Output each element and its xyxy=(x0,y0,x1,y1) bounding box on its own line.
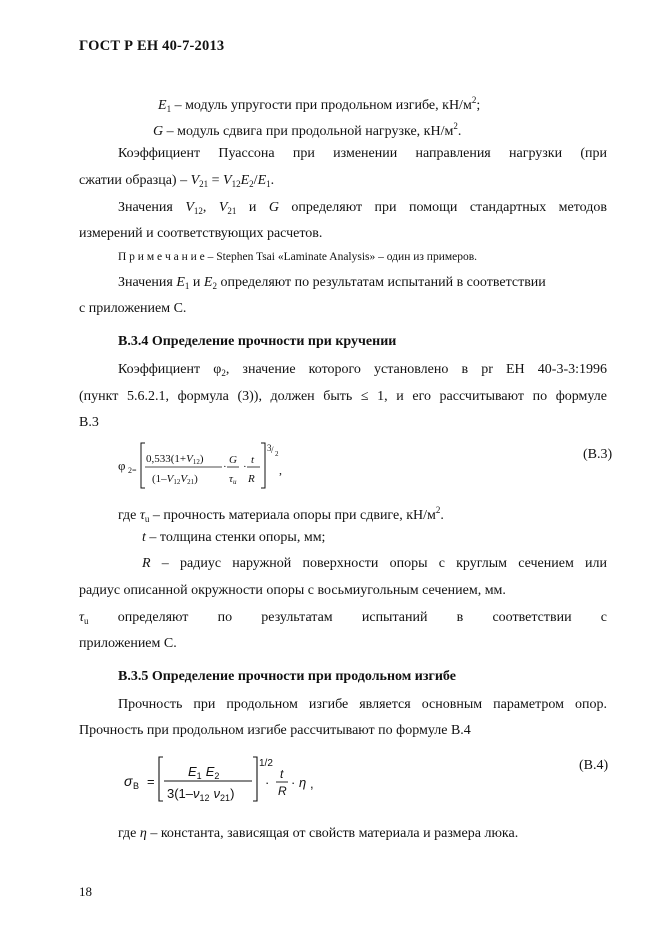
svg-text:G: G xyxy=(229,454,237,466)
svg-text:(1–V12V21): (1–V12V21) xyxy=(152,473,198,486)
svg-text:2=: 2= xyxy=(128,466,137,475)
svg-text:σ: σ xyxy=(124,773,133,789)
definition-e1: $E_1$ – модуль упругости при продольном изгибе, $кН/м^2$; xyxy=(158,95,481,114)
svg-text:τu: τu xyxy=(229,473,237,486)
svg-text:·: · xyxy=(243,461,247,473)
tau-determined-line-2: приложением С. xyxy=(79,636,177,651)
para-b34-line-3: В.3 xyxy=(79,415,99,430)
document-header: ГОСТ Р ЕН 40-7-2013 xyxy=(79,38,225,54)
svg-text:E1E2: $E_1$ $E_2$ xyxy=(188,764,220,781)
values-vg-line-2: измерений и соответствующих расчетов. xyxy=(79,226,323,241)
para-b35-line-2: Прочность при продольном изгибе рассчитывают по формуле В.4 xyxy=(79,723,471,738)
poisson-line-1: Коэффициент Пуассона при изменении направления нагрузки (при xyxy=(118,146,607,161)
para-b34-line-1: Коэффициент $\varphi_2$, значение которого установлено в pr ЕН 40-3-3:1996 xyxy=(118,362,607,378)
poisson-line-2: сжатии образца) – $V_{21} = V_{12}E_2/E_1$. xyxy=(79,173,275,189)
svg-text:B: B xyxy=(133,781,140,791)
svg-text:η: η xyxy=(299,775,307,790)
where-eta: где η – константа, зависящая от свойств материала и размера люка. xyxy=(118,826,519,841)
svg-text:,: , xyxy=(279,463,282,477)
tau-determined-line-1: $\tau_u$ определяют по результатам испытаний в соответствии с xyxy=(79,610,607,626)
para-b34-line-2: (пункт 5.6.2.1, формула (3)), должен быть ≤ 1, и его рассчитывают по формуле xyxy=(79,389,607,404)
values-e-line-2: с приложением С. xyxy=(79,301,187,316)
svg-text:R: R xyxy=(248,473,255,485)
svg-text:t: t xyxy=(280,767,284,781)
svg-text:t: t xyxy=(251,454,255,466)
svg-text:=: = xyxy=(147,774,155,789)
svg-text:3: 3 xyxy=(267,443,272,453)
formula-b3 xyxy=(114,440,314,492)
svg-text:1/2: 1/2 xyxy=(259,758,273,769)
definition-g: G – модуль сдвига при продольной нагрузке, $кН/м^2$. xyxy=(153,121,462,139)
definition-r-line-1: R – радиус наружной поверхности опоры с круглым сечением или xyxy=(142,556,607,571)
where-tau: где $\tau_u$ – прочность материала опоры при сдвиге, $кН/м^2$. xyxy=(118,505,444,524)
svg-text:2: 2 xyxy=(275,450,279,458)
definition-t: t – толщина стенки опоры, мм; xyxy=(142,530,326,545)
para-b35-line-1: Прочность при продольном изгибе является основным параметром опор. xyxy=(118,697,607,712)
svg-text:3(1–ν12ν21): $3(1-\nu_{12}$ $\nu_{21}$) xyxy=(167,786,235,803)
svg-text:φ: φ xyxy=(118,458,126,473)
svg-text:·: · xyxy=(265,775,270,790)
formula-b3-number: (В.3) xyxy=(583,447,613,462)
svg-text:·: · xyxy=(223,461,227,473)
note: П р и м е ч а н и е – Stephen Tsai «Laminate Analysis» – один из примеров. xyxy=(118,251,478,263)
values-e-line-1: Значения $E_1$ и $E_2$ определяют по результатам испытаний в соответствии xyxy=(118,275,546,291)
formula-b4-number: (В.4) xyxy=(579,758,609,773)
page-number: 18 xyxy=(79,884,92,899)
svg-text:,: , xyxy=(310,776,314,791)
formula-b4 xyxy=(120,755,340,805)
section-heading-b34: В.3.4 Определение прочности при кручении xyxy=(118,334,397,349)
section-heading-b35: В.3.5 Определение прочности при продольном изгибе xyxy=(118,669,456,684)
svg-text:·: · xyxy=(291,775,296,790)
definition-r-line-2: радиус описанной окружности опоры с восьмиугольным сечением, мм. xyxy=(79,583,506,598)
svg-text:/: / xyxy=(271,445,274,455)
svg-text:0,533(1+V12): 0,533(1+V12) xyxy=(146,453,204,466)
values-vg-line-1: Значения $V_{12}$, $V_{21}$ и G определяют при помощи стандартных методов xyxy=(118,200,608,216)
svg-text:R: R xyxy=(278,784,287,798)
